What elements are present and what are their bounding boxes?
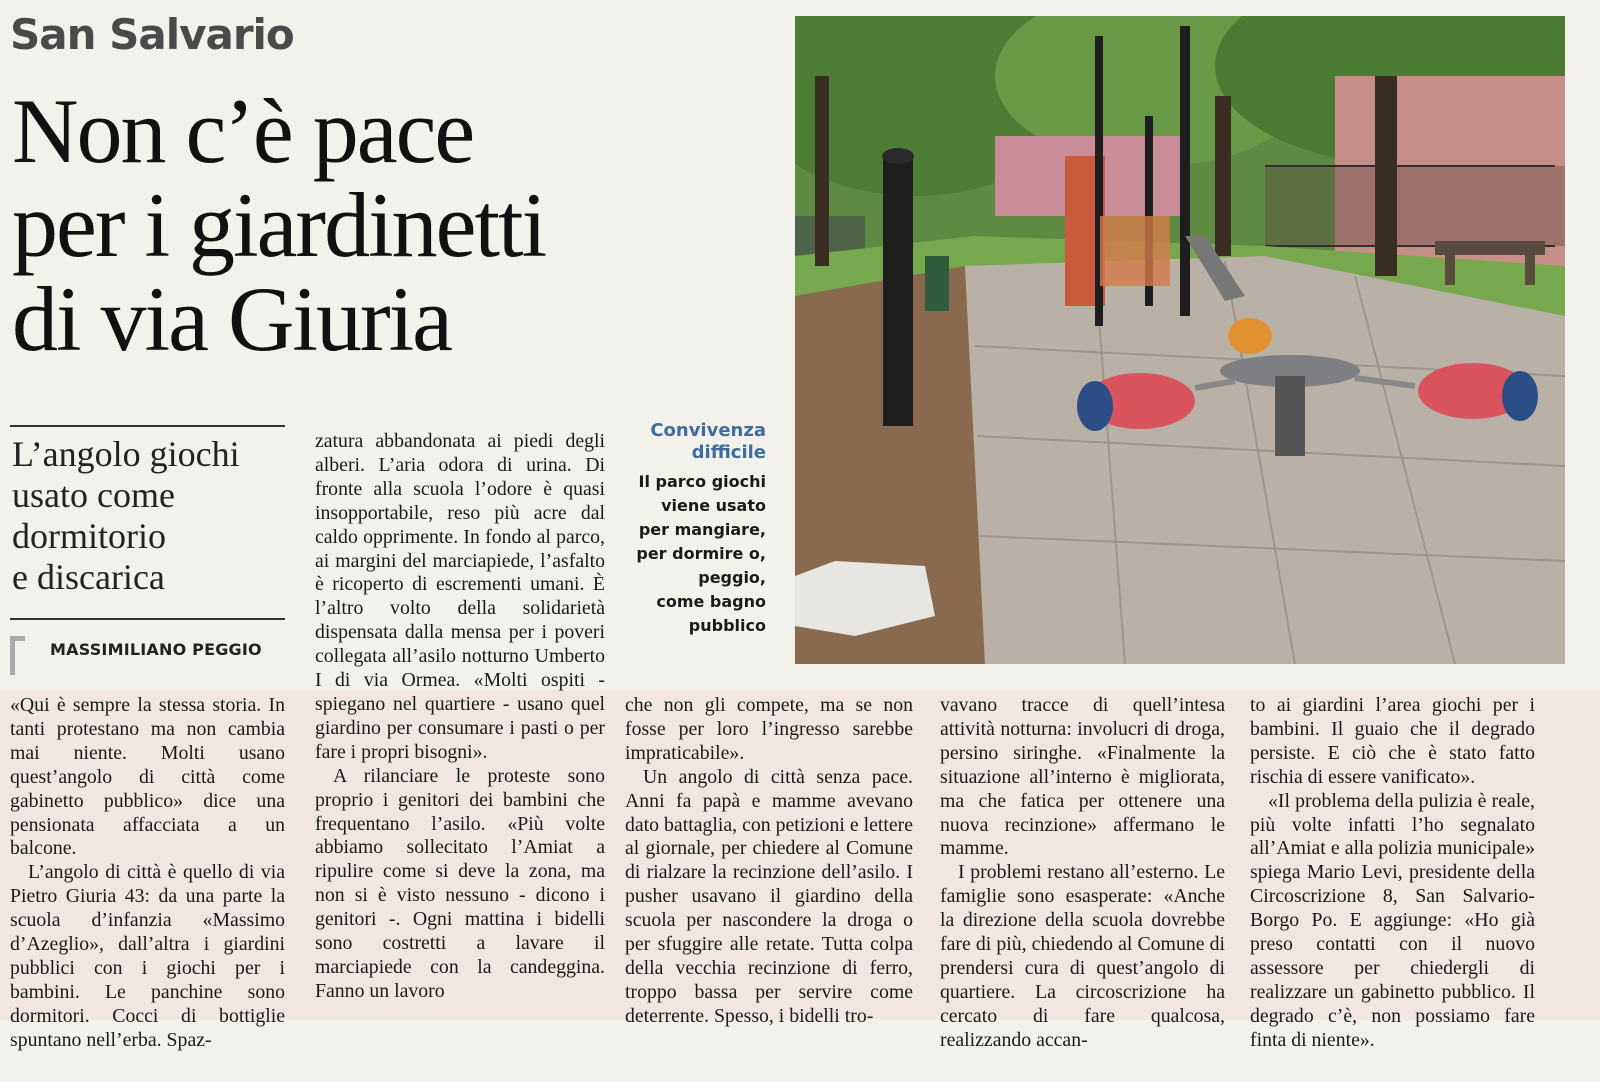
paragraph: A rilanciare le proteste sono proprio i genitori dei bambini che frequentano l’asilo. «Più volte abbiamo sollecitato l’Amiat a ripulire come si deve la zona, ma non si è visto nessuno - dicono i genitori -. Ogni mattina i bidelli sono costretti a lavare il marciapiede con la candeggina. Fanno un lavoro [315, 764, 605, 1002]
paragraph: L’angolo di città è quello di via Pietro Giuria 43: da una parte la scuola d’infanzia «Massimo d’Azeglio», dall’altra i giardini pubblici con i giochi per i bambini. Le panchine sono dormitori. Cocci di bottiglie spuntano nell’erba. Spaz- [10, 861, 285, 1051]
caption-line: peggio, [698, 568, 766, 587]
paragraph: vavano tracce di quell’intesa attività notturna: involucri di droga, persino siringhe. «Finalmente la situazione all’interno è migliorata, ma che fatica per ottenere una nuova recinzione» affermano le mamme. [940, 694, 1225, 860]
headline-line: di via Giuria [12, 268, 451, 370]
subhead-line: dormitorio [12, 516, 166, 556]
article-column-3 [625, 694, 913, 1029]
headline-line: per i giardinetti [12, 174, 546, 276]
author-name: MASSIMILIANO PEGGIO [50, 640, 262, 659]
divider-bottom [10, 618, 285, 620]
subhead [12, 434, 282, 598]
photo-caption [618, 470, 766, 638]
byline [10, 636, 290, 676]
photo-caption-title [618, 420, 766, 464]
paragraph: che non gli compete, ma se non fosse per loro l’ingresso sarebbe impraticabile». [625, 694, 913, 764]
paragraph: «Qui è sempre la stessa storia. In tanti protestano ma non cambia mai niente. Molti usano quest’angolo di città come gabinetto pubblico» dice una pensionata affacciata a un balcone. [10, 694, 285, 860]
article-column-5 [1250, 694, 1535, 1053]
headline [12, 80, 772, 370]
paragraph: I problemi restano all’esterno. Le famiglie sono esasperate: «Anche la direzione della scuola dovrebbe fare di più, chiedendo al Comune di prendersi cura di quest’angolo di quartiere. La circoscrizione ha cercato di fare qualcosa, realizzando accan- [940, 861, 1225, 1051]
caption-line: per dormire o, [636, 544, 766, 563]
subhead-line: usato come [12, 475, 175, 515]
caption-line: Il parco giochi [638, 472, 766, 491]
byline-bracket-icon [10, 636, 25, 675]
article-column-1 [10, 694, 285, 1053]
subhead-line: L’angolo giochi [12, 434, 240, 474]
paragraph: «Il problema della pulizia è reale, più volte infatti l’ho segnalato all’Amiat e alla polizia municipale» spiega Mario Levi, presidente della Circoscrizione 8, San Salvario-Borgo Po. E aggiunge: «Ho già preso contatti con il nuovo assessore per chiedergli di realizzare un gabinetto pubblico. Il degrado c’è, non possiamo fare finta di niente». [1250, 789, 1535, 1051]
paragraph: Un angolo di città senza pace. Anni fa papà e mamme avevano dato battaglia, con petizioni e lettere al giornale, per chiedere al Comune di rialzare la recinzione dell’asilo. I pusher usavano il giardino della scuola per nascondere la droga o per sfuggire alle retate. Tutta colpa della vecchia recinzione di ferro, troppo bassa per servire come deterrente. Spesso, i bidelli tro- [625, 765, 913, 1027]
paragraph: zatura abbandonata ai piedi degli alberi. L’aria odora di urina. Di fronte alla scuola l’odore è quasi insopportabile, reso più acre dal caldo opprimente. In fondo al parco, ai margini del marciapiede, l’asfalto è ricoperto di escrementi umani. È l’altro volto della solidarietà dispensata dalla mensa per i poveri collegata all’asilo notturno Umberto I di via Ormea. «Molti ospiti - spiegano nel quartiere - usano quel giardino per consumare i pasti o per fare i propri bisogni». [315, 430, 605, 763]
article-column-2 [315, 430, 605, 1004]
subhead-line: e discarica [12, 557, 165, 597]
playground-photo [795, 16, 1565, 664]
playground-photo-illustration [795, 16, 1565, 664]
caption-line: viene usato [661, 496, 766, 515]
section-kicker: San Salvario [10, 10, 294, 59]
headline-line: Non c’è pace [12, 80, 474, 182]
caption-title-line: difficile [691, 442, 766, 463]
caption-line: pubblico [688, 616, 766, 635]
caption-line: per mangiare, [638, 520, 766, 539]
article-column-4 [940, 694, 1225, 1053]
caption-line: come bagno [656, 592, 766, 611]
paragraph: to ai giardini l’area giochi per i bambini. Il guaio che il degrado persiste. E ciò che è stato fatto rischia di essere vanificato». [1250, 694, 1535, 788]
caption-title-line: Convivenza [650, 420, 766, 441]
divider-top [10, 425, 285, 427]
